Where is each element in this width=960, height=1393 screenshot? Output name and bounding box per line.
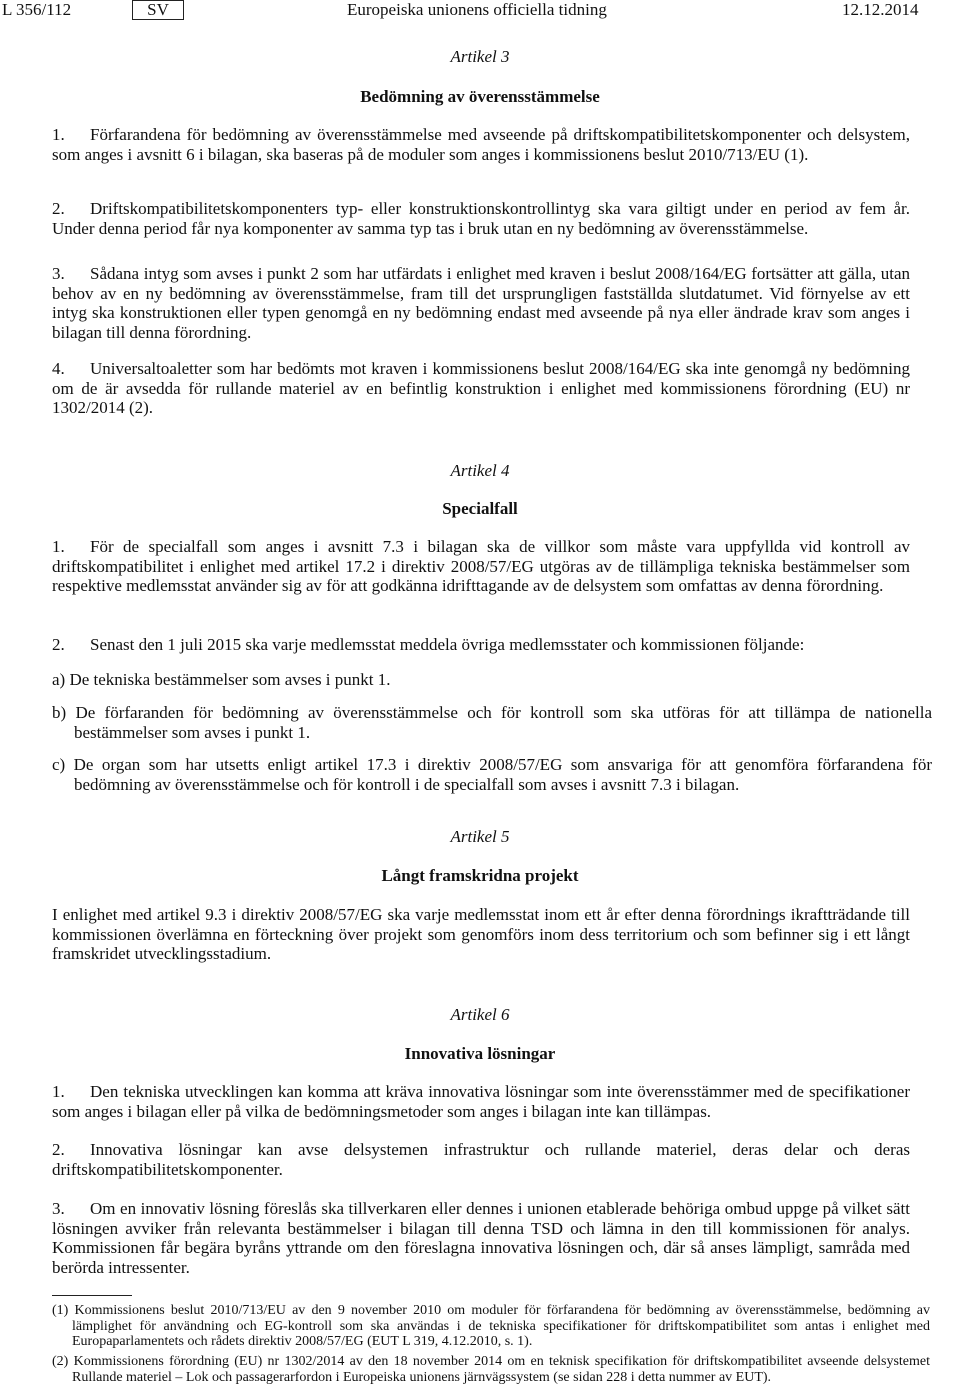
paragraph-text: Driftskompatibilitetskomponenters typ- eller konstruktionskontrollintyg ska vara giltigt under en period av fem år. Under denna period får nya komponenter av samma typ tas i bruk utan en ny bedömning av överensstämmelse. xyxy=(52,199,910,238)
article-3-paragraph-4 xyxy=(52,359,910,418)
footnote-2: (2) Kommissionens förordning (EU) nr 1302/2014 av den 18 november 2014 om en teknisk specifikation för driftskompatibilitet avseende delsystemet Rullande materiel – Lok och passagerarfordon i Europeiska unionens järnvägssystem (se sidan 228 i detta nummer av EUT). xyxy=(52,1354,930,1385)
article-6-paragraph-1 xyxy=(52,1082,910,1121)
language-badge: SV xyxy=(132,0,184,20)
paragraph-text: Universaltoaletter som har bedömts mot kraven i kommissionens beslut 2008/164/EG ska inte genomgå ny bedömning om de är avsedda för rullande materiel av en befintlig konstruktion i enlighet med kommissionens förordning (EU) nr 1302/2014 (2). xyxy=(52,359,910,418)
list-item-a: a) De tekniska bestämmelser som avses i punkt 1. xyxy=(52,670,391,689)
footnote-separator xyxy=(52,1295,132,1296)
paragraph-number: 1. xyxy=(52,537,65,556)
article-4-paragraph-1 xyxy=(52,537,910,596)
paragraph-number: 1. xyxy=(52,125,65,144)
paragraph-text: För de specialfall som anges i avsnitt 7.3 i bilagan ska de villkor som måste vara uppfyllda vid kontroll av driftskompatibilitet i enlighet med artikel 17.2 i direktiv 2008/57/EG utgöras av de tillämpliga tekniska bestämmelser som respektive medlemsstat använder sig av för att godkänna idrifttagande av de delsystem som omfattas av denna förordning. xyxy=(52,537,910,596)
article-3-paragraph-3 xyxy=(52,264,910,342)
paragraph-number: 3. xyxy=(52,264,65,283)
article-3-title: Bedömning av överensstämmelse xyxy=(360,87,600,106)
paragraph-number: 2. xyxy=(52,1140,65,1159)
paragraph-number: 3. xyxy=(52,1199,65,1218)
article-3-number: Artikel 3 xyxy=(450,47,510,66)
article-4-paragraph-2 xyxy=(52,635,910,655)
paragraph-number: 2. xyxy=(52,635,65,654)
paragraph-number: 1. xyxy=(52,1082,65,1101)
paragraph-text: Innovativa lösningar kan avse delsystemen infrastruktur och rullande materiel, deras delar och deras driftskompatibilitetskomponenter. xyxy=(52,1140,910,1179)
list-item-c: c) De organ som har utsetts enligt artikel 17.3 i direktiv 2008/57/EG som ansvariga för att genomföra förfarandena för bedömning av överensstämmelse och för kontroll i de specialfall som avses i avsnitt 7.3 i bilagan. xyxy=(52,755,932,794)
article-4-number: Artikel 4 xyxy=(450,461,510,480)
journal-title: Europeiska unionens officiella tidning xyxy=(347,0,607,19)
paragraph-text: Senast den 1 juli 2015 ska varje medlemsstat meddela övriga medlemsstater och kommissionen följande: xyxy=(90,635,805,654)
paragraph-number: 2. xyxy=(52,199,65,218)
article-4-title: Specialfall xyxy=(442,499,518,518)
list-item-b: b) De förfaranden för bedömning av överensstämmelse och för kontroll som ska utföras för att tillämpa de nationella bestämmelser som avses i punkt 1. xyxy=(52,703,932,742)
article-6-title: Innovativa lösningar xyxy=(404,1044,556,1063)
page-reference: L 356/112 xyxy=(2,0,72,19)
article-6-number: Artikel 6 xyxy=(450,1005,510,1024)
paragraph-number: 4. xyxy=(52,359,65,378)
article-6-paragraph-3 xyxy=(52,1199,910,1277)
page-header xyxy=(0,0,960,22)
article-3-paragraph-1 xyxy=(52,125,910,164)
paragraph-text: Sådana intyg som avses i punkt 2 som har utfärdats i enlighet med kraven i beslut 2008/164/EG fortsätter att gälla, utan behov av en ny bedömning av överensstämmelse, fram till det ursprungligen fastställda slutdatumet. Vid förnyelse av ett intyg ska konstruktionen eller typen genomgå en ny bedömning endast med avseende på nya eller ändrade krav som anges i bilagan till denna förordning. xyxy=(52,264,910,342)
publication-date: 12.12.2014 xyxy=(842,0,919,19)
paragraph-text: Förfarandena för bedömning av överensstämmelse med avseende på driftskompatibilitetskomponenter och delsystem, som anges i avsnitt 6 i bilagan, ska baseras på de moduler som anges i kommissionens beslut 2010/713/EU (1). xyxy=(52,125,910,164)
paragraph-text: Om en innovativ lösning föreslås ska tillverkaren eller dennes i unionen etablerade behöriga ombud uppge på vilket sätt lösningen avviker från relevanta bestämmelser i bilagan till denna TSD och lämna in den till kommissionen för analys. Kommissionen får begära byråns yttrande om den föreslagna innovativa lösningen och, där så anses lämpligt, samråda med berörda intressenter. xyxy=(52,1199,910,1277)
footnote-1: (1) Kommissionens beslut 2010/713/EU av den 9 november 2010 om moduler för förfarandena för bedömning av överensstämmelse, bedömning av lämplighet för användning och EG-kontroll som ska användas i de tekniska specifikationer för driftskompatibilitet som antas i enlighet med Europaparlamentets och rådets direktiv 2008/57/EG (EUT L 319, 4.12.2010, s. 1). xyxy=(52,1303,930,1350)
article-5-title: Långt framskridna projekt xyxy=(381,866,579,885)
article-5-paragraph: I enlighet med artikel 9.3 i direktiv 2008/57/EG ska varje medlemsstat inom ett år efter denna förordnings ikraftträdande till kommissionen överlämna en förteckning över projekt som genomförs inom dess territorium och som befinner sig i ett långt framskridet utvecklingsstadium. xyxy=(52,905,910,964)
article-6-paragraph-2 xyxy=(52,1140,910,1179)
article-5-number: Artikel 5 xyxy=(450,827,510,846)
article-3-paragraph-2 xyxy=(52,199,910,238)
paragraph-text: Den tekniska utvecklingen kan komma att kräva innovativa lösningar som inte överensstämmer med de specifikationer som anges i bilagan eller på vilka de bedömningsmetoder som anges i bilagan inte kan tillämpas. xyxy=(52,1082,910,1121)
